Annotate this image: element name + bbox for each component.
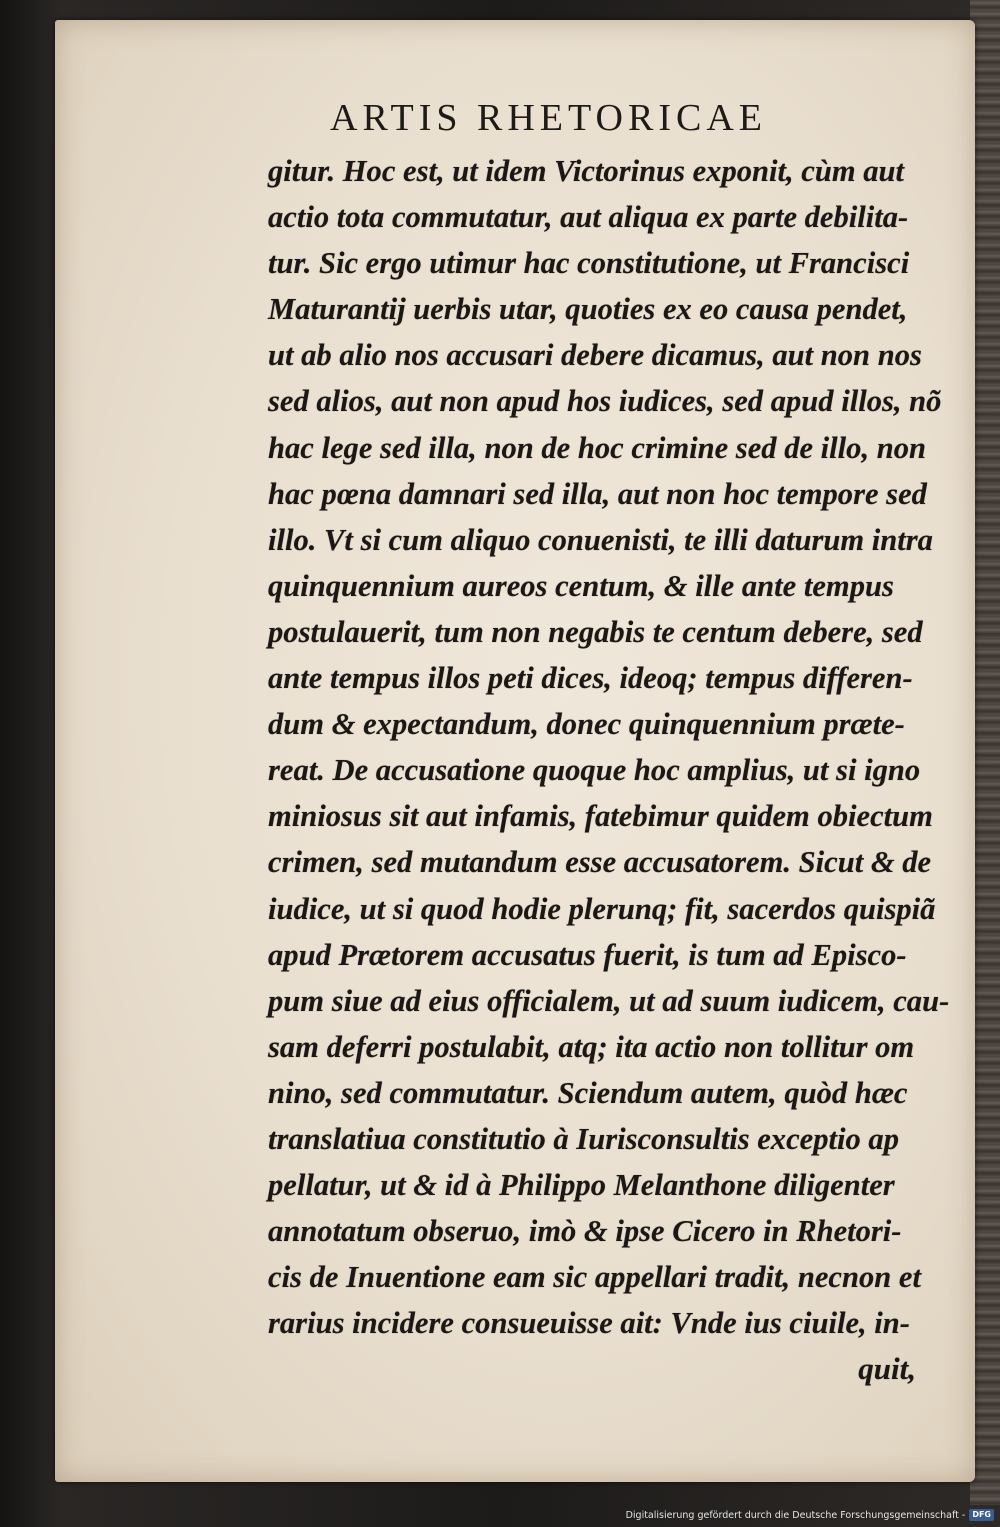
digitization-credit bbox=[626, 1508, 994, 1522]
text-line: dum & expectandum, donec quinquennium præte- bbox=[268, 706, 905, 742]
text-line: illo. Vt si cum aliquo conuenisti, te illi daturum intra bbox=[268, 521, 933, 557]
text-line: apud Prætorem accusatus fuerit, is tum ad Episco- bbox=[268, 936, 907, 972]
text-line: ante tempus illos peti dices, ideoq; tempus differen- bbox=[268, 660, 913, 696]
text-line: miniosus sit aut infamis, fatebimur quidem obiectum bbox=[268, 798, 933, 834]
catchword: quit, bbox=[858, 1351, 916, 1387]
text-line: Maturantij uerbis utar, quoties ex eo causa pendet, bbox=[268, 291, 908, 327]
text-line: hac pœna damnari sed illa, aut non hoc tempore sed bbox=[268, 475, 927, 511]
text-line: iudice, ut si quod hodie plerunq; fit, sacerdos quispiã bbox=[268, 890, 936, 926]
text-line: pum siue ad eius officialem, ut ad suum iudicem, cau- bbox=[268, 982, 950, 1018]
text-line: gitur. Hoc est, ut idem Victorinus exponit, cùm aut bbox=[268, 153, 905, 188]
text-line: tur. Sic ergo utimur hac constitutione, ut Francisci bbox=[268, 245, 910, 281]
text-line: translatiua constitutio à Iurisconsultis exceptio ap bbox=[268, 1120, 899, 1156]
text-line: reat. De accusatione quoque hoc amplius, ut si igno bbox=[268, 752, 921, 788]
text-line: pellatur, ut & id à Philippo Melanthone diligenter bbox=[268, 1167, 895, 1203]
body-text bbox=[268, 148, 968, 1393]
text-line: sed alios, aut non apud hos iudices, sed apud illos, nõ bbox=[268, 383, 942, 419]
text-line: quinquennium aureos centum, & ille ante tempus bbox=[268, 567, 894, 603]
text-line: nino, sed commutatur. Sciendum autem, quòd hæc bbox=[268, 1074, 908, 1110]
text-line: sam deferri postulabit, atq; ita actio non tollitur om bbox=[268, 1028, 915, 1064]
text-line: crimen, sed mutandum esse accusatorem. Sicut & de bbox=[268, 844, 932, 880]
text-line: cis de Inuentione eam sic appellari tradit, necnon et bbox=[268, 1259, 921, 1295]
dfg-logo: DFG bbox=[969, 1509, 994, 1521]
text-line: ut ab alio nos accusari debere dicamus, aut non nos bbox=[268, 337, 922, 373]
running-head: ARTIS RHETORICAE bbox=[330, 97, 767, 139]
text-line: postulauerit, tum non negabis te centum debere, sed bbox=[268, 613, 923, 649]
text-line: annotatum obseruo, imò & ipse Cicero in Rhetori- bbox=[268, 1213, 902, 1249]
text-line: rarius incidere consueuisse ait: Vnde ius ciuile, in- bbox=[268, 1305, 910, 1341]
text-line: hac lege sed illa, non de hoc crimine sed de illo, non bbox=[268, 429, 927, 465]
credit-text: Digitalisierung gefördert durch die Deutsche Forschungsgemeinschaft - bbox=[625, 1509, 966, 1521]
text-line: actio tota commutatur, aut aliqua ex parte debilita- bbox=[268, 199, 909, 235]
